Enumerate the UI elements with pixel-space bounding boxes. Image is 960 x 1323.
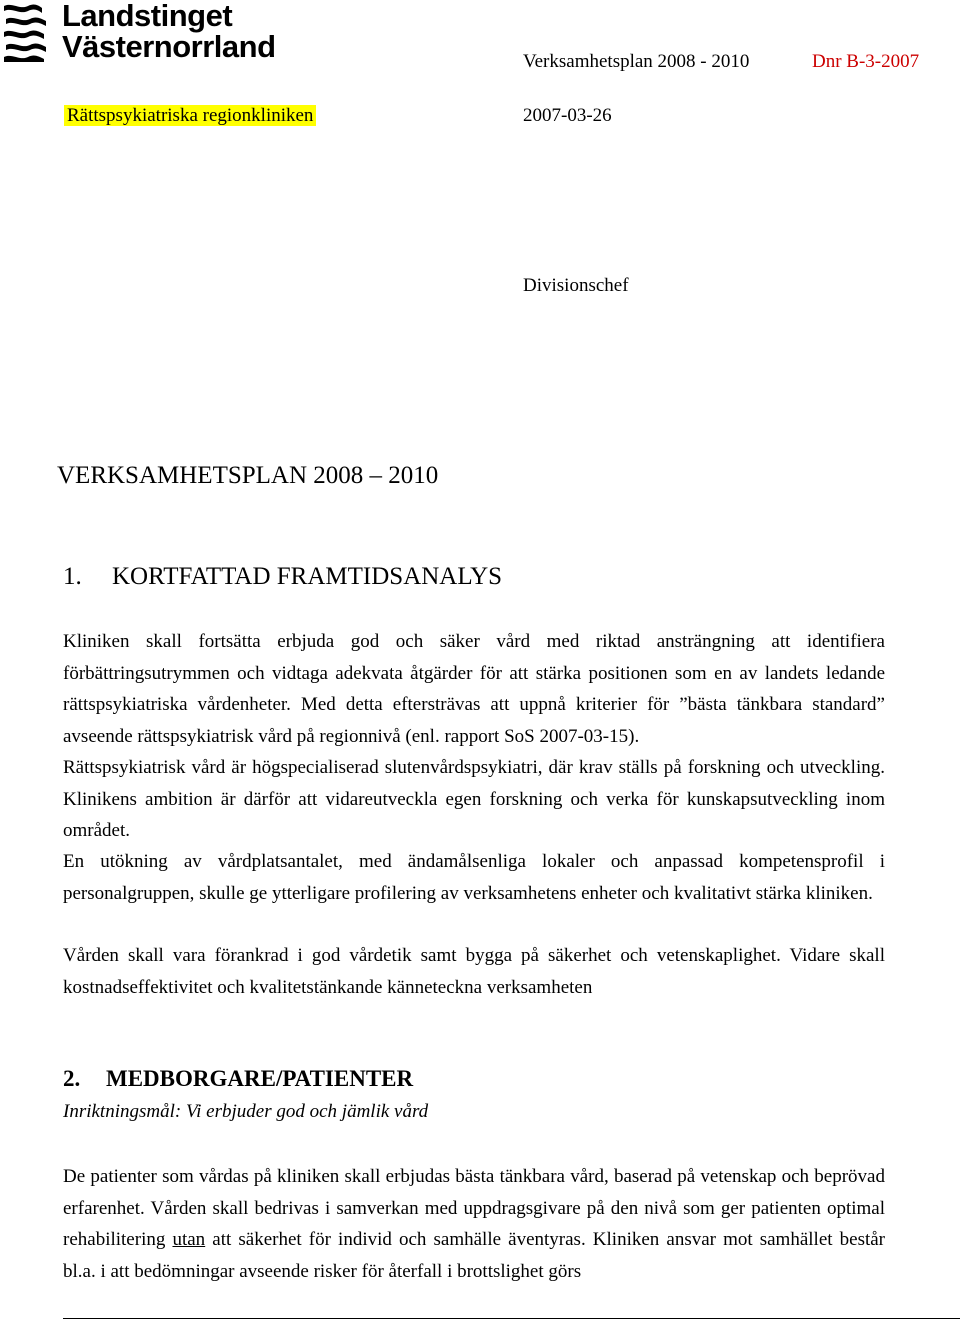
section-1-paragraph-1: Kliniken skall fortsätta erbjuda god och säker vård med riktad ansträngning att identifiera förbättringsutrymmen och vidtaga adekvata åtgärder för att stärka positionen som en av landets ledande rättspsykiatriska vårdenheter. Med detta eftersträvas att uppnå kriterier för ”bästa tänkbara standard” avseende rättspsykiatrisk vård på regionnivå (enl. rapport SoS 2007-03-15).	[63, 631, 885, 747]
document-title: VERKSAMHETSPLAN 2008 – 2010	[57, 462, 439, 489]
section-2-goal: Inriktningsmål: Vi erbjuder god och jämlik vård	[63, 1101, 429, 1122]
organization-logo-text	[62, 0, 276, 62]
plan-label: Verksamhetsplan 2008 - 2010	[523, 51, 750, 72]
section-1-paragraph-3: En utökning av vårdplatsantalet, med ändamålsenliga lokaler och anpassad kompetensprofil i personalgruppen, skulle ge ytterligare profilering av verksamhetens enheter och kvalitativt stärka kliniken.	[63, 851, 885, 904]
logo-line-1: Landstinget	[62, 0, 233, 33]
county-logo-icon	[2, 2, 48, 62]
section-1-number: 1.	[63, 563, 82, 590]
unit-name-highlight: Rättspsykiatriska regionkliniken	[64, 105, 316, 126]
footnote-divider	[63, 1318, 960, 1319]
section-2-paragraph-part-a: De patienter som vårdas på kliniken skall erbjudas bästa tänkbara vård, baserad på vetenskap och beprövad erfarenhet. Vården skall bedrivas i samverkan med uppdragsgivare på den nivå som ger patienten optimal rehabilitering	[63, 1166, 885, 1251]
section-2-underlined-word: utan	[172, 1229, 206, 1251]
section-2-paragraph	[63, 1161, 885, 1287]
document-number: Dnr B-3-2007	[812, 51, 920, 72]
section-2-heading: MEDBORGARE/PATIENTER	[106, 1066, 414, 1091]
section-1-paragraph-4: Vården skall vara förankrad i god vårdetik samt bygga på säkerhet och vetenskaplighet. Vidare skall kostnadseffektivitet och kvalitetstänkande känneteckna verksamheten	[63, 945, 885, 998]
recipient: Divisionschef	[523, 275, 629, 296]
section-1-heading: KORTFATTAD FRAMTIDSANALYS	[112, 563, 503, 590]
logo-line-2: Västernorrland	[62, 29, 276, 64]
document-date: 2007-03-26	[523, 105, 612, 126]
section-2-paragraph-part-b: att säkerhet för individ och samhälle äventyras. Kliniken ansvar mot samhället består bl.a. i att bedömningar avseende risker för återfall i brottslighet görs	[63, 1229, 886, 1282]
section-2-number: 2.	[63, 1066, 81, 1091]
section-1-paragraph-2: Rättspsykiatrisk vård är högspecialiserad slutenvårdspsykiatri, där krav ställs på forskning och utveckling. Klinikens ambition är därför att vidareutveckla egen forskning och verka för kunskapsutveckling inom området.	[63, 757, 885, 842]
unit-name	[64, 105, 316, 127]
